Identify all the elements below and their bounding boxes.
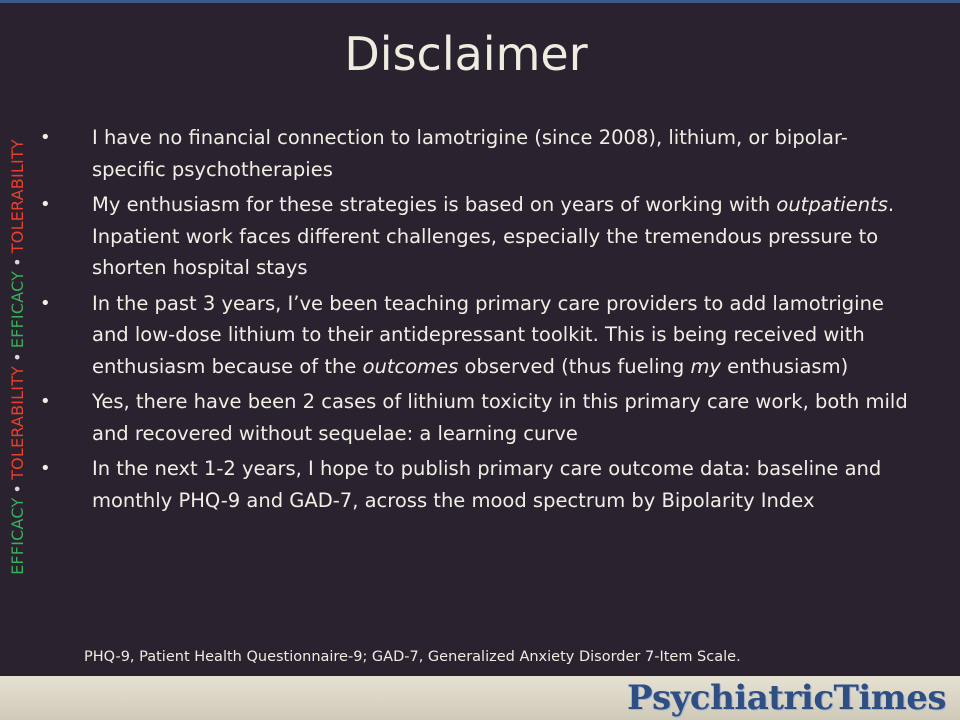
side-banner-efficacy-tolerability bbox=[6, 37, 30, 677]
banner-word-efficacy: EFFICACY bbox=[8, 270, 27, 349]
banner-separator: • bbox=[8, 257, 27, 267]
bullet-item bbox=[40, 453, 920, 516]
bullet-text: My enthusiasm for these strategies is based on years of working with bbox=[92, 193, 777, 216]
bullet-glyph: • bbox=[40, 194, 51, 215]
bullet-text: enthusiasm) bbox=[720, 354, 849, 378]
bullet-glyph: • bbox=[40, 391, 51, 412]
bullet-glyph: • bbox=[40, 127, 51, 148]
bullet-glyph: • bbox=[40, 458, 51, 479]
bullet-item bbox=[40, 122, 920, 185]
bullet-item bbox=[40, 189, 920, 284]
bullet-text: In the next 1-2 years, I hope to publish primary care outcome data: baseline and monthly PHQ-9 and GAD-7, across the mood spectrum by Bipolarity Index bbox=[92, 457, 882, 512]
emphasis-text: outcomes bbox=[362, 354, 459, 378]
bullet-item bbox=[40, 386, 920, 449]
bullet-item bbox=[40, 288, 920, 383]
banner-separator: • bbox=[8, 483, 27, 494]
emphasis-text: my bbox=[690, 354, 721, 378]
bullet-text: I have no financial connection to lamotrigine (since 2008), lithium, or bipolar-specific psychotherapies bbox=[92, 126, 848, 181]
psychiatric-times-logo: PsychiatricTimes bbox=[626, 678, 946, 718]
bullet-glyph: • bbox=[40, 292, 51, 314]
banner-word-tolerability: TOLERABILITY bbox=[8, 365, 27, 480]
slide-title: Disclaimer bbox=[344, 27, 588, 81]
banner-word-efficacy: EFFICACY bbox=[8, 497, 27, 575]
bullet-text: . Inpatient work faces different challenges, especially the tremendous pressure to shorten hospital stays bbox=[92, 193, 895, 279]
footnote: PHQ-9, Patient Health Questionnaire-9; GAD-7, Generalized Anxiety Disorder 7-Item Scale. bbox=[84, 649, 741, 665]
bullet-text: Yes, there have been 2 cases of lithium toxicity in this primary care work, both mild and recovered without sequelae: a learning curve bbox=[92, 390, 908, 445]
bullet-text: observed (thus fueling bbox=[458, 354, 691, 378]
banner-word-tolerability: TOLERABILITY bbox=[8, 139, 27, 254]
bullet-text: In the past 3 years, I’ve been teaching primary care providers to add lamotrigine and low-dose lithium to their antidepressant toolkit. This is being received with enthusiasm because of the bbox=[92, 291, 884, 378]
bullet-list bbox=[40, 122, 920, 520]
emphasis-text: outpatients bbox=[776, 193, 888, 216]
banner-separator: • bbox=[8, 352, 27, 362]
